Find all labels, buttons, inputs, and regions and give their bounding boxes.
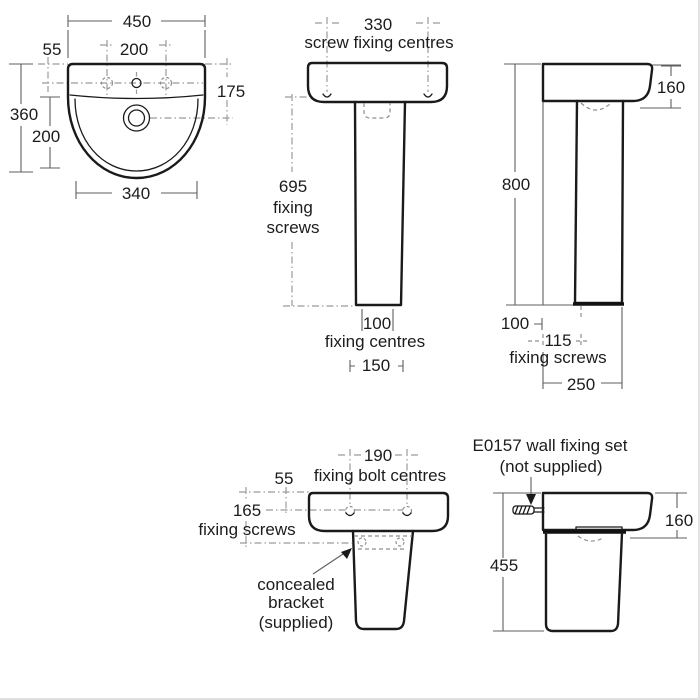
- bracket-screw-left: [358, 538, 366, 546]
- dim-100-tick: [534, 318, 542, 330]
- bolt-hole-hooks: [346, 513, 411, 516]
- screw-threads: [515, 506, 530, 514]
- dim-150-label: 150: [361, 356, 391, 375]
- fixing-word-label: fixing: [273, 198, 313, 217]
- dim-100-wall-label: 100: [500, 314, 530, 333]
- dim-360-label: 360: [9, 105, 39, 124]
- semi-pedestal-side-outline: [546, 533, 622, 631]
- front-view-semi-pedestal: [198, 446, 448, 632]
- dim-200-taps-label: 200: [119, 40, 149, 59]
- semi-pedestal-hidden-arc: [578, 536, 603, 541]
- fixing-bolt-centres-label: fixing bolt centres: [313, 466, 447, 485]
- dim-250-label: 250: [566, 375, 596, 394]
- dim-115-label: 115: [544, 331, 572, 350]
- fixing-set-label-line1: E0157 wall fixing set: [472, 436, 628, 455]
- dim-190-label: 190: [363, 446, 393, 465]
- waste-hole-outer: [124, 105, 150, 131]
- bracket-hidden-lines: [354, 536, 412, 549]
- bracket-arrow-line: [313, 552, 346, 574]
- fixing-centres-label: fixing centres: [324, 332, 426, 351]
- bracket-label: bracket: [268, 593, 324, 612]
- dim-340-label: 340: [121, 184, 151, 203]
- dim-175-label: 175: [216, 82, 246, 101]
- pedestal-recess-hidden: [364, 103, 390, 118]
- basin-front-semi-outline: [309, 493, 448, 531]
- waste-hole-inner: [129, 110, 145, 126]
- dim-455-label: 455: [489, 556, 519, 575]
- front-view-pedestal: [267, 15, 454, 375]
- basin-plan-outline: [68, 64, 205, 178]
- wall-screw-icon: [513, 506, 544, 514]
- dim-800-label: 800: [501, 175, 531, 194]
- fixing-screws-semi-label: fixing screws: [198, 520, 296, 539]
- fixing-hole-hooks: [323, 94, 432, 97]
- dim-450-label: 450: [122, 12, 152, 31]
- pedestal-hidden-arc: [581, 103, 611, 110]
- fixing-set-label-line2: (not supplied): [499, 457, 603, 476]
- bracket-arrowhead: [341, 548, 352, 559]
- bracket-screw-right: [396, 538, 404, 546]
- pedestal-side-outline: [575, 101, 623, 303]
- pedestal-outline: [355, 102, 405, 305]
- plan-view: [9, 12, 245, 203]
- fixing-set-arrowhead: [526, 494, 536, 505]
- dim-165-label: 165: [232, 501, 262, 520]
- dim-695-label: 695: [278, 177, 308, 196]
- dim-160-semi-label: 160: [664, 511, 694, 530]
- basin-ledge-line: [70, 95, 203, 99]
- dim-100-label: 100: [362, 314, 392, 333]
- screws-word-label: screws: [266, 218, 320, 237]
- dim-55-label: 55: [42, 40, 62, 59]
- screw-fixing-centres-label: screw fixing centres: [304, 33, 454, 52]
- dim-200-bowl-label: 200: [31, 127, 61, 146]
- basin-side-outline: [543, 64, 652, 101]
- side-view-semi-pedestal: [473, 436, 694, 631]
- fixing-screws-side-label: fixing screws: [509, 348, 607, 367]
- side-view-pedestal: [501, 64, 685, 394]
- dim-160-label: 160: [656, 78, 686, 97]
- dim-55-semi-label: 55: [274, 469, 294, 488]
- basin-side-semi-outline: [543, 493, 652, 530]
- concealed-label: concealed: [257, 575, 335, 594]
- supplied-label: (supplied): [258, 613, 334, 632]
- dim-330-label: 330: [363, 15, 393, 34]
